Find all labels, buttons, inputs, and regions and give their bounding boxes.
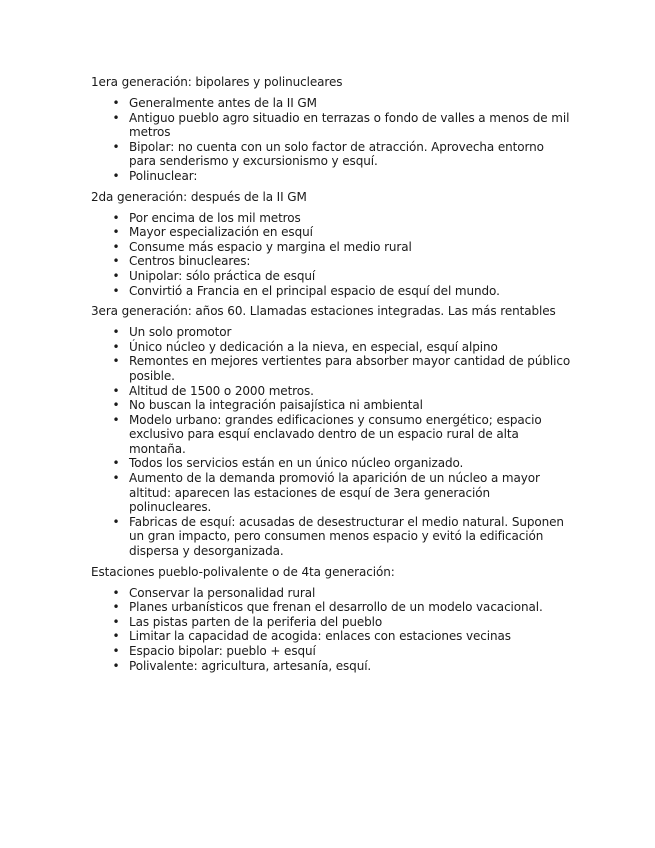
list-item-text: Por encima de los mil metros — [129, 210, 301, 225]
list-item-text: Planes urbanísticos que frenan el desarrollo de un modelo vacacional. — [129, 600, 543, 615]
bullet-icon: • — [112, 210, 120, 225]
bullet-list — [91, 96, 571, 184]
list-item — [91, 225, 571, 240]
list-item-text: Convirtió a Francia en el principal espacio de esquí del mundo. — [129, 283, 500, 298]
bullet-list — [91, 211, 571, 299]
bullet-icon: • — [112, 585, 120, 600]
bullet-icon: • — [112, 96, 120, 110]
bullet-icon: • — [112, 658, 120, 673]
section-1 — [91, 75, 571, 184]
bullet-icon: • — [112, 239, 120, 254]
list-item-text: Generalmente antes de la II GM — [129, 96, 317, 110]
list-item-text: Mayor especialización en esquí — [129, 225, 313, 240]
bullet-icon: • — [112, 629, 120, 644]
list-item — [91, 413, 571, 457]
section-heading: Estaciones pueblo-polivalente o de 4ta generación: — [91, 564, 395, 579]
list-item-text: Bipolar: no cuenta con un solo factor de atracción. Aprovecha entorno para senderismo y excursionismo y esquí. — [129, 139, 544, 169]
bullet-icon: • — [112, 268, 120, 283]
bullet-icon: • — [112, 339, 120, 354]
bullet-icon: • — [112, 168, 120, 183]
list-item-text: No buscan la integración paisajística ni ambiental — [129, 398, 423, 413]
list-item-text: Remontes en mejores vertientes para absorber mayor cantidad de público posible. — [129, 354, 571, 383]
list-item-text: Limitar la capacidad de acogida: enlaces con estaciones vecinas — [129, 629, 511, 644]
list-item — [91, 96, 571, 111]
list-item-text: Modelo urbano: grandes edificaciones y consumo energético; espacio exclusivo para esquí enclavado dentro de un espacio rural de alta montaña. — [129, 412, 542, 456]
bullet-icon: • — [112, 254, 120, 269]
list-item-text: Centros binucleares: — [129, 254, 251, 269]
list-item — [91, 471, 571, 515]
list-item — [91, 340, 571, 355]
bullet-icon: • — [112, 383, 120, 398]
list-item-text: Aumento de la demanda promovió la aparición de un núcleo a mayor altitud: aparecen las estaciones de esquí de 3era generación polinucleares. — [129, 471, 540, 515]
bullet-list — [91, 586, 571, 674]
list-item — [91, 269, 571, 284]
list-item-text: Espacio bipolar: pueblo + esquí — [129, 644, 316, 658]
document-page — [91, 75, 571, 679]
list-item — [91, 586, 571, 601]
list-item — [91, 659, 571, 674]
list-item — [91, 384, 571, 399]
section-4 — [91, 565, 571, 674]
list-item — [91, 615, 571, 630]
list-item — [91, 354, 571, 383]
list-item-text: Las pistas parten de la periferia del pueblo — [129, 614, 383, 629]
list-item-text: Un solo promotor — [129, 325, 232, 340]
bullet-icon: • — [112, 110, 120, 125]
section-heading: 1era generación: bipolares y polinucleares — [91, 75, 343, 89]
list-item-text: Antiguo pueblo agro situadio en terrazas o fondo de valles a menos de mil metros — [129, 110, 570, 140]
list-item — [91, 111, 571, 140]
list-item — [91, 284, 571, 299]
bullet-icon: • — [112, 644, 120, 658]
list-item — [91, 211, 571, 226]
bullet-icon: • — [112, 614, 120, 629]
section-heading: 3era generación: años 60. Llamadas estaciones integradas. Las más rentables — [91, 304, 556, 319]
bullet-icon: • — [112, 225, 120, 240]
bullet-icon: • — [112, 354, 120, 369]
list-item-text: Polinuclear: — [129, 168, 198, 183]
list-item — [91, 169, 571, 184]
bullet-icon: • — [112, 325, 120, 340]
list-item-text: Fabricas de esquí: acusadas de desestructurar el medio natural. Suponen un gran impacto, pero consumen menos espacio y evitó la edificación dispersa y desorganizada. — [129, 514, 564, 559]
section-heading: 2da generación: después de la II GM — [91, 189, 307, 204]
list-item-text: Conservar la personalidad rural — [129, 585, 316, 600]
list-item — [91, 600, 571, 615]
list-item — [91, 644, 571, 659]
list-item — [91, 254, 571, 269]
bullet-icon: • — [112, 139, 120, 154]
list-item-text: Altitud de 1500 o 2000 metros. — [129, 383, 314, 398]
bullet-list — [91, 325, 571, 559]
list-item — [91, 629, 571, 644]
bullet-icon: • — [112, 600, 120, 615]
list-item — [91, 515, 571, 559]
bullet-icon: • — [112, 283, 120, 298]
section-3 — [91, 304, 571, 559]
section-2 — [91, 190, 571, 299]
list-item — [91, 240, 571, 255]
bullet-icon: • — [112, 514, 120, 529]
list-item — [91, 456, 571, 471]
list-item — [91, 140, 571, 169]
bullet-icon: • — [112, 398, 120, 413]
bullet-icon: • — [112, 412, 120, 427]
list-item-text: Unipolar: sólo práctica de esquí — [129, 268, 316, 283]
list-item-text: Todos los servicios están en un único núcleo organizado. — [129, 456, 464, 471]
list-item-text: Único núcleo y dedicación a la nieva, en especial, esquí alpino — [129, 339, 498, 354]
list-item-text: Polivalente: agricultura, artesanía, esquí. — [129, 658, 372, 673]
list-item — [91, 398, 571, 413]
list-item — [91, 325, 571, 340]
bullet-icon: • — [112, 471, 120, 486]
bullet-icon: • — [112, 456, 120, 471]
list-item-text: Consume más espacio y margina el medio rural — [129, 239, 412, 254]
